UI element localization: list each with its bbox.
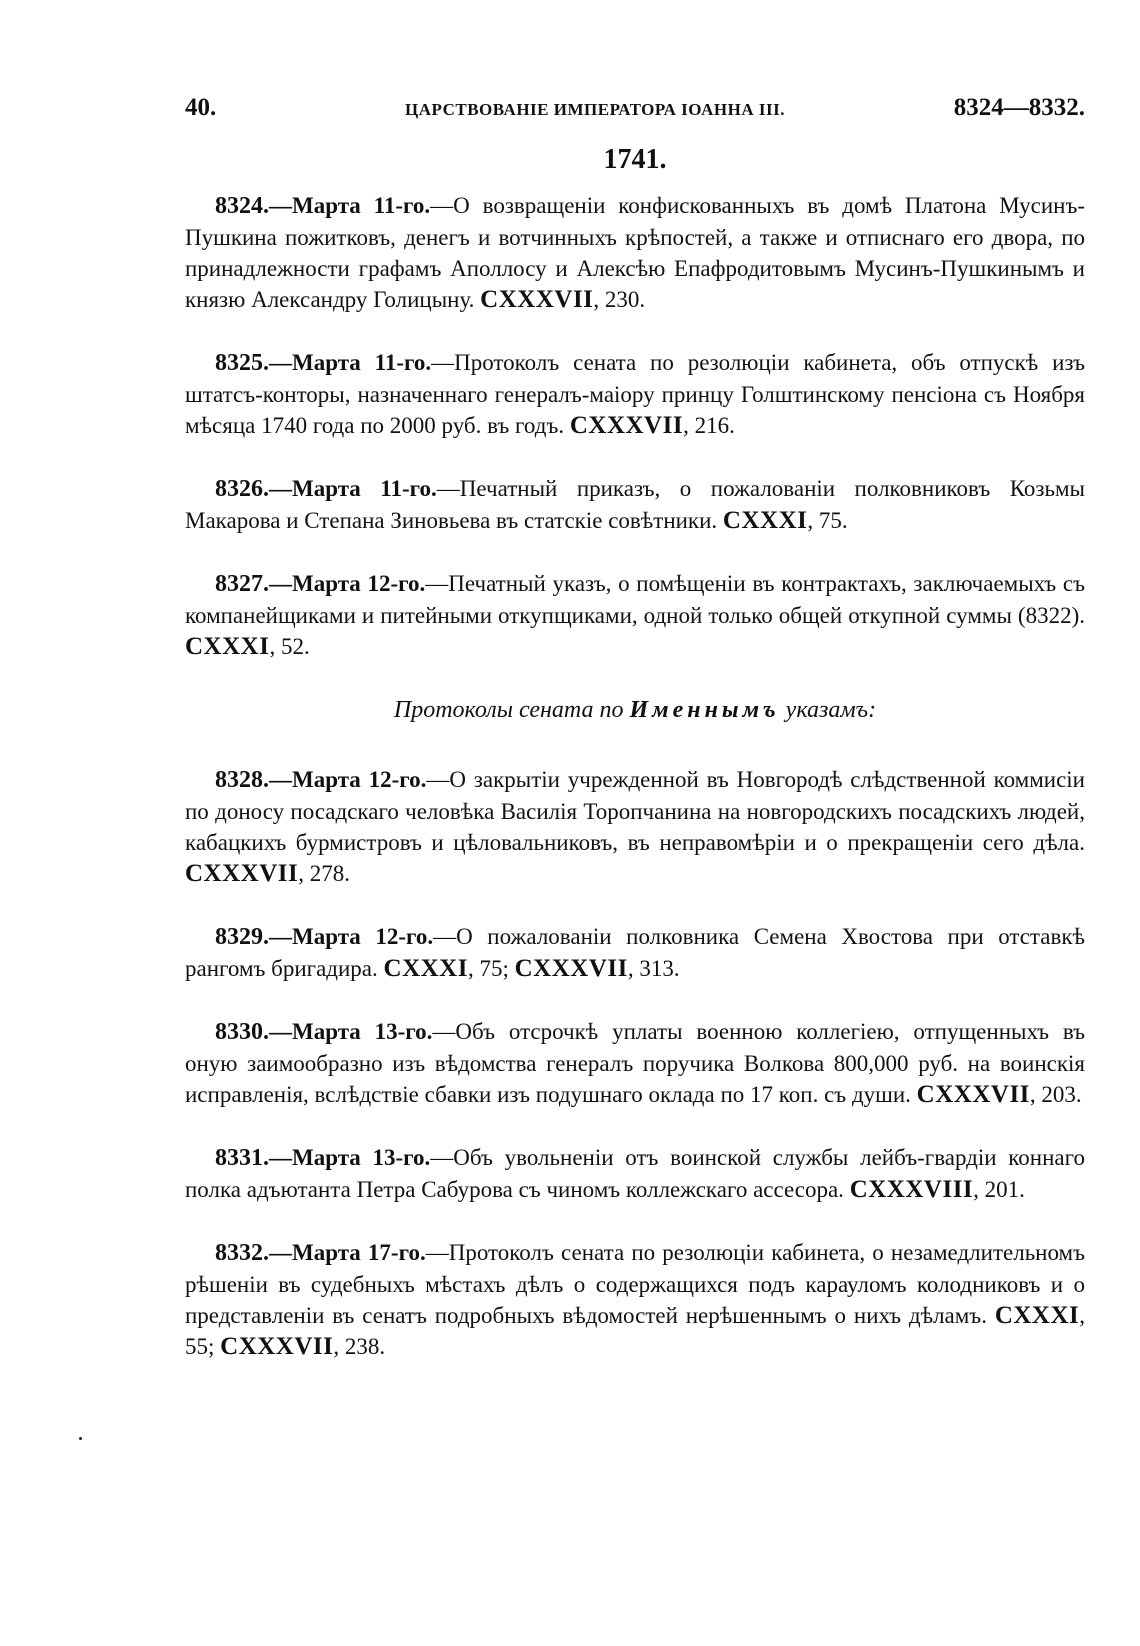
page-reference: , 55;	[185, 1303, 1086, 1359]
entry-text: —Объ увольненіи отъ воинской службы лейбъ-гвардіи коннаго полка адъютанта Петра Сабурова съ чиномъ коллежскаго ассесора.	[185, 1145, 1085, 1202]
entry-text: —Печатный приказъ, о пожалованіи полковниковъ Козьмы Макарова и Степана Зиновьева въ статскіе совѣтники.	[185, 476, 1085, 533]
volume-citation: CXXXVII	[480, 286, 594, 313]
page-reference: , 230.	[593, 287, 646, 312]
year-heading: 1741.	[603, 144, 667, 175]
page-reference: , 75;	[467, 956, 515, 981]
entry-number: 8332.	[215, 1240, 269, 1266]
entry-number: 8331.	[215, 1145, 269, 1171]
volume-citation: CXXXI	[994, 1302, 1080, 1329]
running-head	[185, 88, 1085, 128]
entry-text: —О возвращеніи конфискованныхъ въ домѣ Платона Мусинъ-Пушкина пожитковъ, денегъ и вотчинныхъ крѣпостей, а также и отписнаго его двора, по принадлежности графамъ Аполлосу и Алексѣю Епафродитовымъ Мусинъ-Пушкинымъ и князю Александру Голицыну.	[185, 193, 1085, 312]
volume-citation: CXXXI	[383, 955, 468, 982]
entry-date: —Марта 17-го.	[269, 1240, 426, 1265]
page-reference: , 203.	[1029, 1082, 1082, 1107]
page-reference: , 201.	[973, 1177, 1025, 1202]
law-entry-8326	[185, 473, 1085, 536]
law-entry-8329	[185, 921, 1085, 984]
page-reference: , 278.	[298, 861, 350, 886]
entry-number: 8330.	[215, 1019, 269, 1045]
entry-number: 8324.	[215, 193, 269, 219]
volume-citation: CXXXVII	[569, 412, 684, 439]
entry-number-range: 8324—8332.	[953, 94, 1085, 121]
page-reference: , 75.	[807, 508, 848, 533]
section-heading	[185, 694, 1085, 726]
entry-date: —Марта 11-го.	[269, 476, 437, 501]
entry-text: —Протоколъ сената по резолюціи кабинета, объ отпускѣ изъ штатсъ-конторы, назначеннаго генералъ-маіору принцу Голштинскому пенсіона съ Ноября мѣсяца 1740 года по 2000 руб. въ годъ.	[185, 350, 1085, 438]
entry-text: —Протоколъ сената по резолюціи кабинета, о незамедлительномъ рѣшеніи въ судебныхъ мѣстахъ дѣлъ о содержащихся подъ карауломъ колодниковъ и о представленіи въ сенатъ подробныхъ вѣдомостей нерѣшеннымъ о нихъ дѣламъ.	[185, 1240, 1085, 1328]
book-title: ЦАРСТВОВАНІЕ ИМПЕРАТОРА ІОАННА III.	[405, 100, 785, 119]
law-entry-8332	[185, 1237, 1085, 1362]
volume-citation: CXXXI	[722, 507, 808, 534]
entry-number: 8329.	[215, 924, 269, 950]
entry-date: —Марта 12-го.	[269, 571, 426, 596]
entry-date: —Марта 13-го.	[269, 1145, 431, 1170]
law-entry-8324	[185, 190, 1085, 315]
entry-text: —О закрытіи учрежденной въ Новгородѣ слѣдственной коммисіи по доносу посадскаго человѣка Василія Торопчанина на новгородскихъ посадскихъ людей, кабацкихъ бурмистровъ и цѣловальниковъ, въ неправомѣріи и о прекращеніи сего дѣла.	[185, 767, 1085, 855]
entry-text: —О пожалованіи полковника Семена Хвостова при отставкѣ рангомъ бригадира.	[185, 924, 1085, 981]
volume-citation-second: CXXXVII	[514, 955, 628, 982]
entry-date: —Марта 12-го.	[269, 924, 434, 949]
law-entry-8327	[185, 568, 1085, 662]
law-entry-8325	[185, 347, 1085, 441]
entry-number: 8326.	[215, 476, 269, 502]
law-entry-8330	[185, 1016, 1085, 1110]
entry-number: 8325.	[215, 350, 269, 376]
section-heading-prefix: Протоколы сената по	[393, 697, 630, 723]
entry-number: 8328.	[215, 767, 269, 793]
entry-text: —Объ отсрочкѣ уплаты военною коллегіею, отпущенныхъ въ оную заимообразно изъ вѣдомства генералъ поручика Волкова 800,000 руб. на воинскія исправленія, вслѣдствіе сбавки изъ подушнаго оклада по 17 коп. съ души.	[185, 1019, 1085, 1107]
page-reference-second: , 313.	[627, 956, 680, 981]
volume-citation: CXXXVII	[185, 860, 299, 887]
section-heading-spaced: Именнымъ	[629, 697, 780, 723]
page-reference: , 216.	[683, 413, 735, 438]
entry-date: —Марта 12-го.	[269, 767, 427, 792]
document-body	[185, 190, 1085, 1394]
entry-date: —Марта 11-го.	[269, 193, 431, 218]
volume-citation-second: CXXXVII	[220, 1333, 334, 1360]
page-number: 40.	[185, 94, 217, 121]
entry-number: 8327.	[215, 571, 269, 597]
entry-text: —Печатный указъ, о помѣщеніи въ контрактахъ, заключаемыхъ съ компанейщиками и питейными откупщиками, одной только общей откупной суммы (8322).	[185, 571, 1085, 628]
volume-citation: CXXXI	[185, 633, 270, 660]
law-entry-8328	[185, 764, 1085, 889]
entry-date: —Марта 11-го.	[269, 350, 432, 375]
margin-ink-dot	[79, 1437, 82, 1440]
volume-citation: CXXXVII	[916, 1081, 1030, 1108]
section-heading-suffix: указамъ:	[779, 697, 877, 723]
volume-citation: CXXXVIII	[849, 1176, 974, 1203]
entry-date: —Марта 13-го.	[269, 1019, 433, 1044]
page-reference: , 52.	[269, 634, 310, 659]
law-entry-8331	[185, 1142, 1085, 1205]
page-reference-second: , 238.	[333, 1334, 386, 1359]
